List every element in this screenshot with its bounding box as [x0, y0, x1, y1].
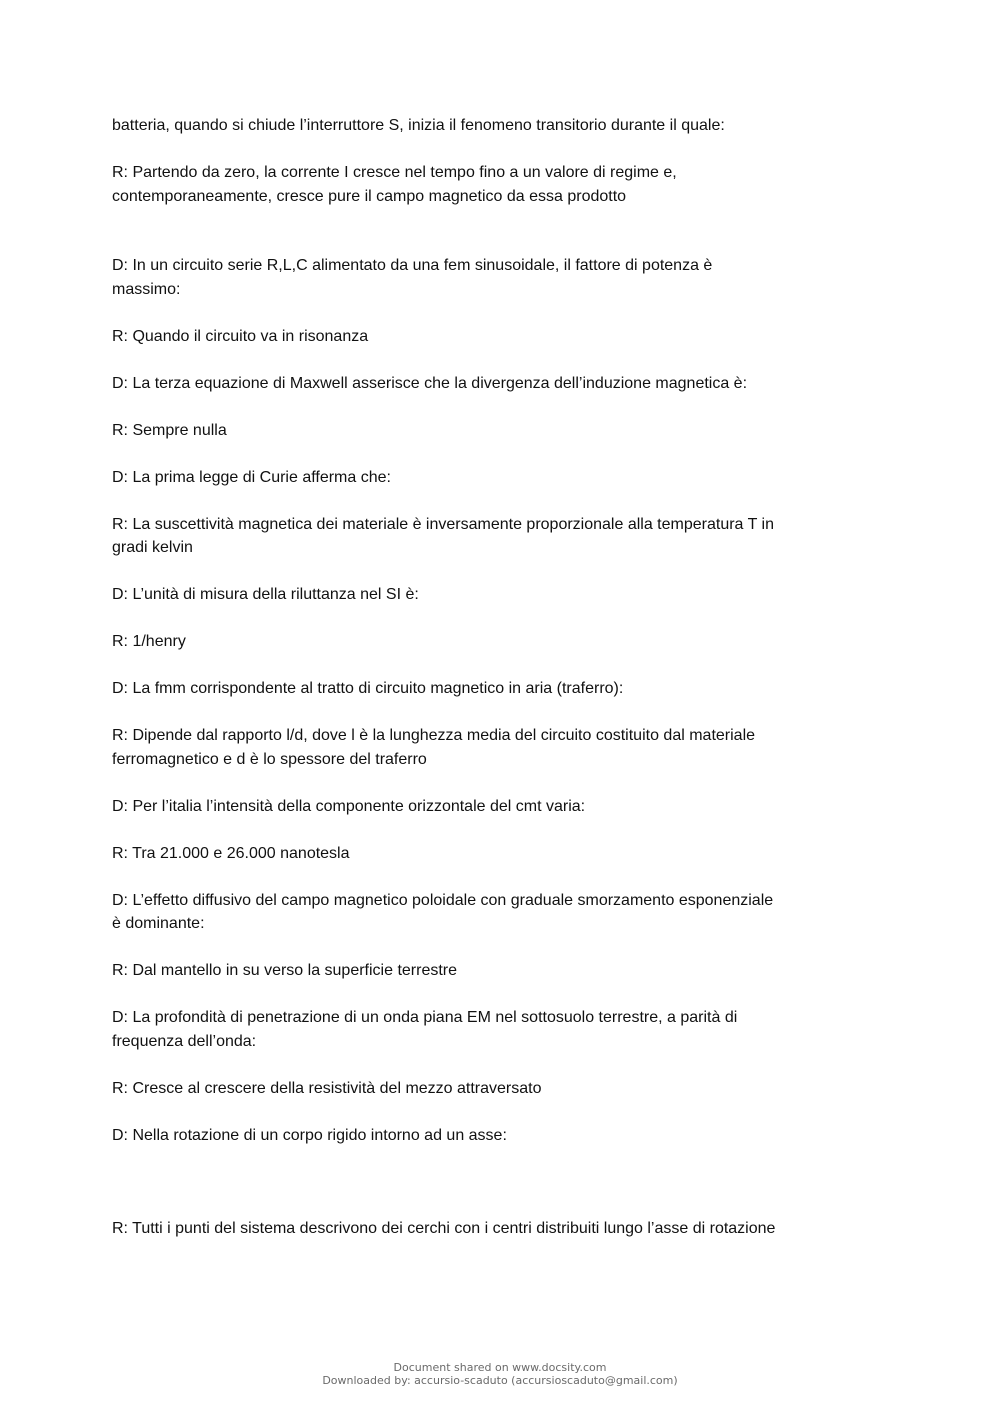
footer-downloaded-line: Downloaded by: accursio-scaduto (accursioscaduto@gmail.com) — [322, 1374, 678, 1387]
answer-paragraph: R: Partendo da zero, la corrente I cresce nel tempo fino a un valore di regime e, contemporaneamente, cresce pure il campo magnetico da essa prodotto — [112, 164, 677, 205]
answer-paragraph: R: Dal mantello in su verso la superficie terrestre — [112, 962, 458, 979]
answer-paragraph: R: Quando il circuito va in risonanza — [112, 327, 369, 345]
question-paragraph: D: Per l’italia l’intensità della componente orizzontale del cmt varia: — [112, 797, 586, 815]
document-body — [112, 114, 782, 1264]
answer-paragraph: R: Tra 21.000 e 26.000 nanotesla — [112, 844, 350, 862]
question-paragraph: D: La terza equazione di Maxwell asserisce che la divergenza dell’induzione magnetica è: — [112, 374, 748, 392]
paragraph-intro: batteria, quando si chiude l’interruttore S, inizia il fenomeno transitorio durante il quale: — [112, 117, 725, 134]
answer-paragraph: R: Dipende dal rapporto l/d, dove l è la lunghezza media del circuito costituito dal materiale ferromagnetico e d è lo spessore del traferro — [112, 727, 756, 768]
answer-paragraph: R: Tutti i punti del sistema descrivono dei cerchi con i centri distribuiti lungo l’asse di rotazione — [112, 1220, 776, 1237]
answer-paragraph: R: Cresce al crescere della resistività del mezzo attraversato — [112, 1079, 542, 1097]
question-paragraph: D: La profondità di penetrazione di un onda piana EM nel sottosuolo terrestre, a parità di frequenza dell’onda: — [112, 1009, 738, 1050]
question-paragraph: D: La prima legge di Curie afferma che: — [112, 468, 391, 486]
docsity-footer — [0, 1361, 1000, 1387]
question-paragraph: D: L’effetto diffusivo del campo magnetico poloidale con graduale smorzamento esponenziale è dominante: — [112, 891, 774, 932]
answer-paragraph: R: Sempre nulla — [112, 421, 227, 439]
question-paragraph: D: La fmm corrispondente al tratto di circuito magnetico in aria (traferro): — [112, 680, 624, 697]
answer-paragraph: R: 1/henry — [112, 633, 186, 650]
question-paragraph: D: In un circuito serie R,L,C alimentato da una fem sinusoidale, il fattore di potenza è massimo: — [112, 257, 713, 298]
question-paragraph: D: Nella rotazione di un corpo rigido intorno ad un asse: — [112, 1126, 507, 1144]
footer-shared-line: Document shared on www.docsity.com — [393, 1361, 607, 1374]
question-paragraph: D: L’unità di misura della riluttanza nel SI è: — [112, 586, 419, 603]
answer-paragraph: R: La suscettività magnetica dei materiale è inversamente proporzionale alla temperatura T in gradi kelvin — [112, 515, 774, 556]
